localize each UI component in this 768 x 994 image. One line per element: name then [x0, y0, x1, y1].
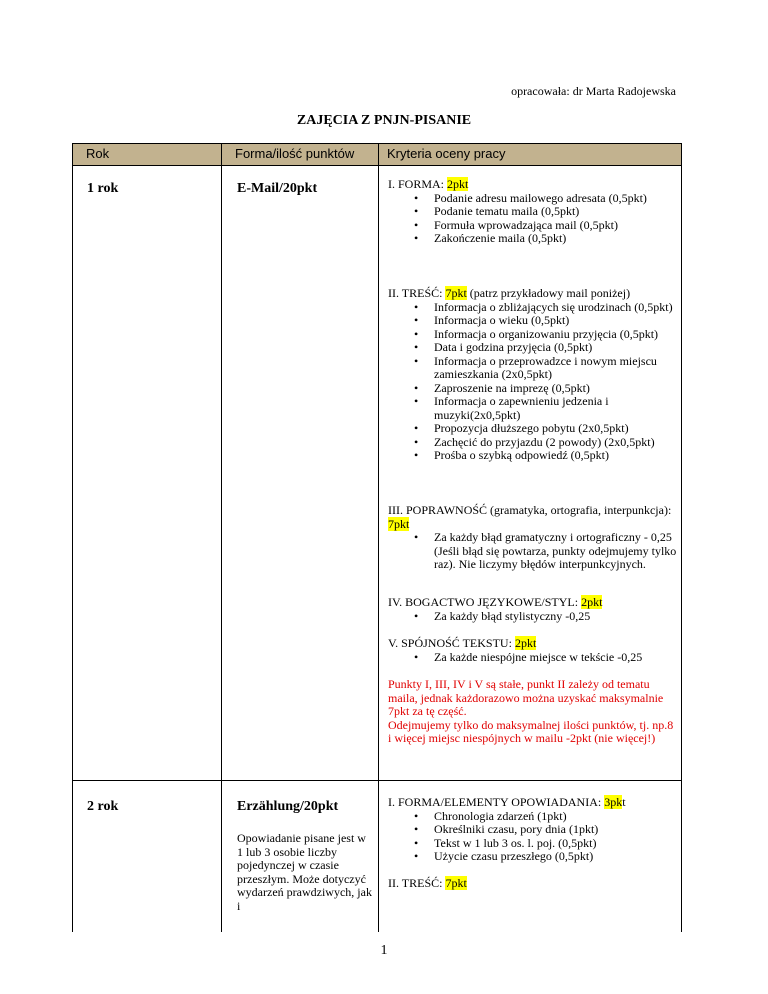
column-header-criteria: Kryteria oceny pracy [387, 146, 506, 161]
list-item: • Informacja o przeprowadzce i nowym miejscu zamieszkania (2x0,5pkt) [434, 355, 678, 382]
list-item: • Użycie czasu przeszłego (0,5pkt) [434, 850, 678, 864]
list-item: • Określniki czasu, pory dnia (1pkt) [434, 823, 678, 837]
list-item: • Podanie adresu mailowego adresata (0,5pkt) [434, 192, 678, 206]
list-item: • Chronologia zdarzeń (1pkt) [434, 810, 678, 824]
page-title: ZAJĘCIA Z PNJN-PISANIE [296, 113, 472, 128]
column-header-form: Forma/ilość punktów [235, 146, 355, 161]
criteria-table [72, 143, 682, 932]
row2-section-forma: I. FORMA/ELEMENTY OPOWIADANIA: 3pkt • Chronologia zdarzeń (1pkt) • Określniki czasu, pory dnia (1pkt) • Tekst w 1 lub 3 os. l. poj. (0,5pkt) • Użycie czasu przeszłego (0,5pkt) [388, 796, 678, 864]
list-item: • Prośba o szybką odpowiedź (0,5pkt) [434, 449, 678, 463]
row1-section-poprawnosc: III. POPRAWNOŚĆ (gramatyka, ortografia, interpunkcja): 7pkt • Za każdy błąd gramatyczny i ortograficzny - 0,25 (Jeśli błąd się powtarza, punkty odejmujemy tylko raz). Nie liczymy błędów interpunkcyjnych. [388, 504, 678, 572]
list-item: • Za każdy błąd stylistyczny -0,25 [434, 610, 678, 624]
list-item: • Zachęcić do przyjazdu (2 powody) (2x0,5pkt) [434, 436, 678, 450]
list-item: • Informacja o wieku (0,5pkt) [434, 314, 678, 328]
row1-section-forma: I. FORMA: 2pkt • Podanie adresu mailowego adresata (0,5pkt) • Podanie tematu maila (0,5pkt) • Formuła wprowadzająca mail (0,5pkt) • Zakończenie maila (0,5pkt) [388, 178, 678, 246]
row1-note: Punkty I, III, IV i V są stałe, punkt II zależy od tematu maila, jednak każdorazowo można uzyskać maksymalnie 7pkt za tę część. Odejmujemy tylko do maksymalnej ilości punktów, tj. np.8 i więcej miejsc niespójnych w mailu -2pkt (nie więcej!) [388, 677, 674, 745]
list-item: • Informacja o zapewnieniu jedzenia i muzyki(2x0,5pkt) [434, 395, 678, 422]
list-item: • Zakończenie maila (0,5pkt) [434, 232, 678, 246]
page-number: 1 [380, 943, 388, 958]
row2-section-tresc: II. TREŚĆ: 7pkt [388, 876, 467, 890]
list-item: • Propozycja dłuższego pobytu (2x0,5pkt) [434, 422, 678, 436]
list-item: • Za każdy błąd gramatyczny i ortograficzny - 0,25 (Jeśli błąd się powtarza, punkty odejmujemy tylko raz). Nie liczymy błędów interpunkcyjnych. [434, 531, 678, 572]
row1-year: 1 rok [87, 181, 119, 196]
list-item: • Informacja o organizowaniu przyjęcia (0,5pkt) [434, 328, 678, 342]
table-header [73, 144, 681, 166]
row2-form-description: Opowiadanie pisane jest w 1 lub 3 osobie liczby pojedynczej w czasie przeszłym. Może dotyczyć wydarzeń prawdziwych, jak i [237, 831, 372, 913]
list-item: • Data i godzina przyjęcia (0,5pkt) [434, 341, 678, 355]
list-item: • Informacja o zbliżających się urodzinach (0,5pkt) [434, 301, 678, 315]
column-header-year: Rok [86, 146, 110, 161]
row1-section-spojnosc: V. SPÓJNOŚĆ TEKSTU: 2pkt • Za każde niespójne miejsce w tekście -0,25 [388, 637, 678, 664]
list-item: • Za każde niespójne miejsce w tekście -0,25 [434, 651, 678, 665]
row1-form: E-Mail/20pkt [237, 181, 318, 196]
list-item: • Formuła wprowadzająca mail (0,5pkt) [434, 219, 678, 233]
list-item: • Tekst w 1 lub 3 os. l. poj. (0,5pkt) [434, 837, 678, 851]
row1-section-bogactwo: IV. BOGACTWO JĘZYKOWE/STYL: 2pkt • Za każdy błąd stylistyczny -0,25 [388, 596, 678, 623]
row2-form: Erzählung/20pkt [237, 799, 339, 814]
row1-section-tresc: II. TREŚĆ: 7pkt (patrz przykładowy mail poniżej) • Informacja o zbliżających się urodzinach (0,5pkt) • Informacja o wieku (0,5pkt) • Informacja o organizowaniu przyjęcia (0,5pkt) • Data i godzina przyjęcia (0,5pkt) • Informacja o przeprowadzce i nowym miejscu zamieszkania (2x0,5pkt) • Zaproszenie na imprezę (0,5pkt) • Informacja o zapewnieniu jedzenia i muzyki(2x0,5pkt) • Propozycja dłuższego pobytu (2x0,5pkt) • Zachęcić do przyjazdu (2 powody) (2x0,5pkt) • Prośba o szybką odpowiedź (0,5pkt) [388, 287, 678, 463]
author-line: opracowała: dr Marta Radojewska [511, 84, 676, 98]
list-item: • Zaproszenie na imprezę (0,5pkt) [434, 382, 678, 396]
list-item: • Podanie tematu maila (0,5pkt) [434, 205, 678, 219]
row2-year: 2 rok [87, 799, 119, 814]
